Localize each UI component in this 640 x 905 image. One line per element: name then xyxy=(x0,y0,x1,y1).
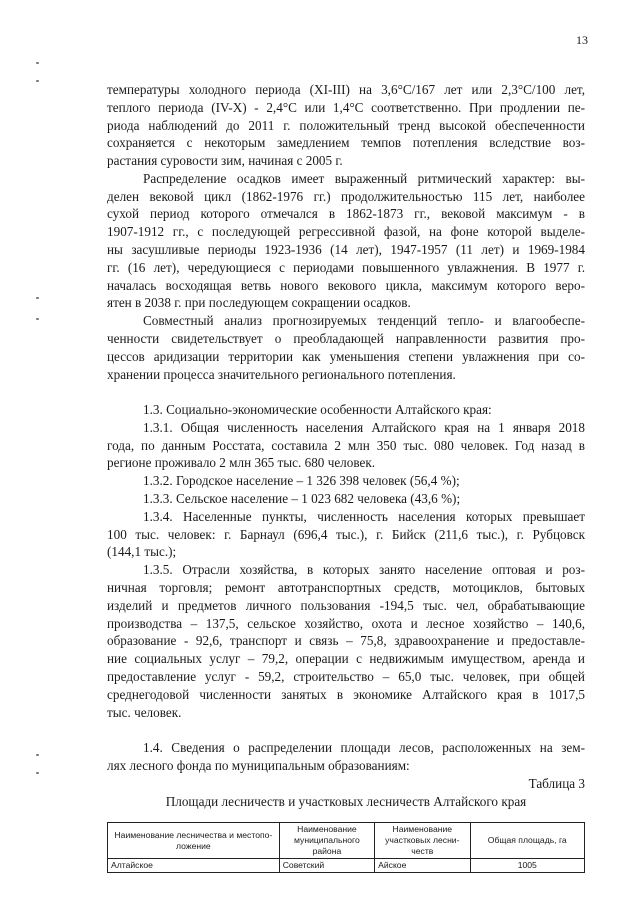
text-line: изделий и предметов личного пользования -194,5 тыс. чел, обрабатывающие xyxy=(107,598,585,613)
text-line: предоставление услуг - 59,2, строительство – 65,0 тыс. человек, при общей xyxy=(107,669,585,684)
text-line: Совместный анализ прогнозируемых тенденций тепло- и влагообеспе- xyxy=(143,313,585,328)
text-line: 1.3.2. Городское население – 1 326 398 человек (56,4 %); xyxy=(143,473,460,488)
table-header-cell: Наименование лесничества и местопо-ложение xyxy=(108,823,280,859)
margin-mark xyxy=(36,80,39,82)
text-line: ченности свидетельствует о преобладающей направленности развития про- xyxy=(107,331,585,346)
text-line: ятен в 2038 г. при последующем сокращении осадков. xyxy=(107,295,411,310)
text-line: теплого периода (IV-X) - 2,4°C или 1,4°C соответственно. При продлении пе- xyxy=(107,100,585,115)
text-line: делен вековой цикл (1862-1976 гг.) продолжительностью 115 лет, наиболее xyxy=(107,189,585,204)
text-line: цессов аридизации территории как уменьшения степени увлажнения при со- xyxy=(107,349,585,364)
section-heading: 1.3. Социально-экономические особенности Алтайского края: xyxy=(143,402,492,417)
text-line: (144,1 тыс.); xyxy=(107,544,177,559)
text-line: сухой период которого отмечался в 1862-1873 гг., вековой максимум - в xyxy=(107,206,585,221)
text-line: началась восходящая ветвь нового векового цикла, максимум которого веро- xyxy=(107,278,585,293)
table-cell: 1005 xyxy=(470,859,585,873)
table-header-cell: Наименование муниципального района xyxy=(279,823,374,859)
margin-mark xyxy=(36,772,39,774)
text-line: 1.3.4. Населенные пункты, численность населения которых превышает xyxy=(143,509,585,524)
text-line: Распределение осадков имеет выраженный ритмический характер: вы- xyxy=(143,171,585,186)
table-cell: Советский xyxy=(279,859,374,873)
text-line: среднегодовой численности занятых в экономике Алтайского края в 1017,5 xyxy=(107,687,585,702)
text-line: ние социальных услуг – 79,2, операции с недвижимым имуществом, аренда и xyxy=(107,651,585,666)
forests-table xyxy=(107,822,585,873)
text-line: регионе проживало 2 млн 365 тыс. 680 человек. xyxy=(107,455,376,470)
margin-mark xyxy=(36,318,39,320)
table-label: Таблица 3 xyxy=(528,776,585,791)
text-line: температуры холодного периода (XI-III) на 3,6°C/167 лет или 2,3°C/100 лет, xyxy=(107,82,585,97)
text-line: ны засушливые периоды 1923-1936 (14 лет), 1947-1957 (11 лет) и 1969-1984 xyxy=(107,242,585,257)
table-header-cell: Общая площадь, га xyxy=(470,823,585,859)
text-line: 1.4. Сведения о распределении площади лесов, расположенных на зем- xyxy=(143,740,585,755)
text-line: ничная торговля; ремонт автотранспортных средств, мотоциклов, бытовых xyxy=(107,580,585,595)
text-line: растания суровости зим, начиная с 2005 г. xyxy=(107,153,343,168)
table-caption: Площади лесничеств и участковых лесничеств Алтайского края xyxy=(165,794,527,809)
text-line: лях лесного фонда по муниципальным образованиям: xyxy=(107,758,410,773)
margin-mark xyxy=(36,754,39,756)
text-line: 1.3.5. Отрасли хозяйства, в которых занято население оптовая и роз- xyxy=(143,562,585,577)
table-cell: Алтайское xyxy=(108,859,280,873)
page-number: 13 xyxy=(576,33,588,47)
text-line: 1.3.1. Общая численность населения Алтайского края на 1 января 2018 xyxy=(143,420,585,435)
table-header-cell: Наименование участковых лесни-честв xyxy=(375,823,470,859)
text-line: года, по данным Росстата, составила 2 млн 350 тыс. 080 человек. Год назад в xyxy=(107,438,585,453)
text-line: 1.3.3. Сельское население – 1 023 682 человека (43,6 %); xyxy=(143,491,461,506)
table-header-row xyxy=(108,823,585,859)
text-line: риода наблюдений до 2011 г. положительный тренд высокой обеспеченности xyxy=(107,118,585,133)
table-row xyxy=(108,859,585,873)
margin-mark xyxy=(36,297,39,299)
text-line: хранении процесса значительного регионального потепления. xyxy=(107,367,456,382)
text-line: тыс. человек. xyxy=(107,705,182,720)
margin-mark xyxy=(36,62,39,64)
table-cell: Айское xyxy=(375,859,470,873)
text-line: гг. (16 лет), чередующиеся с периодами повышенного увлажнения. В 1977 г. xyxy=(107,260,585,275)
text-line: 100 тыс. человек: г. Барнаул (696,4 тыс.), г. Бийск (211,6 тыс.), г. Рубцовск xyxy=(107,527,585,542)
text-line: сохраняется с некоторым замедлением темпов потепления вследствие воз- xyxy=(107,135,585,150)
text-line: 1907-1912 гг., с последующей регрессивной фазой, на фоне которой выделе- xyxy=(107,224,585,239)
text-line: производства – 137,5, сельское хозяйство, охота и лесное хозяйство – 140,6, xyxy=(107,616,585,631)
text-line: образование - 92,6, транспорт и связь – 75,8, здравоохранение и предоставле- xyxy=(107,633,585,648)
